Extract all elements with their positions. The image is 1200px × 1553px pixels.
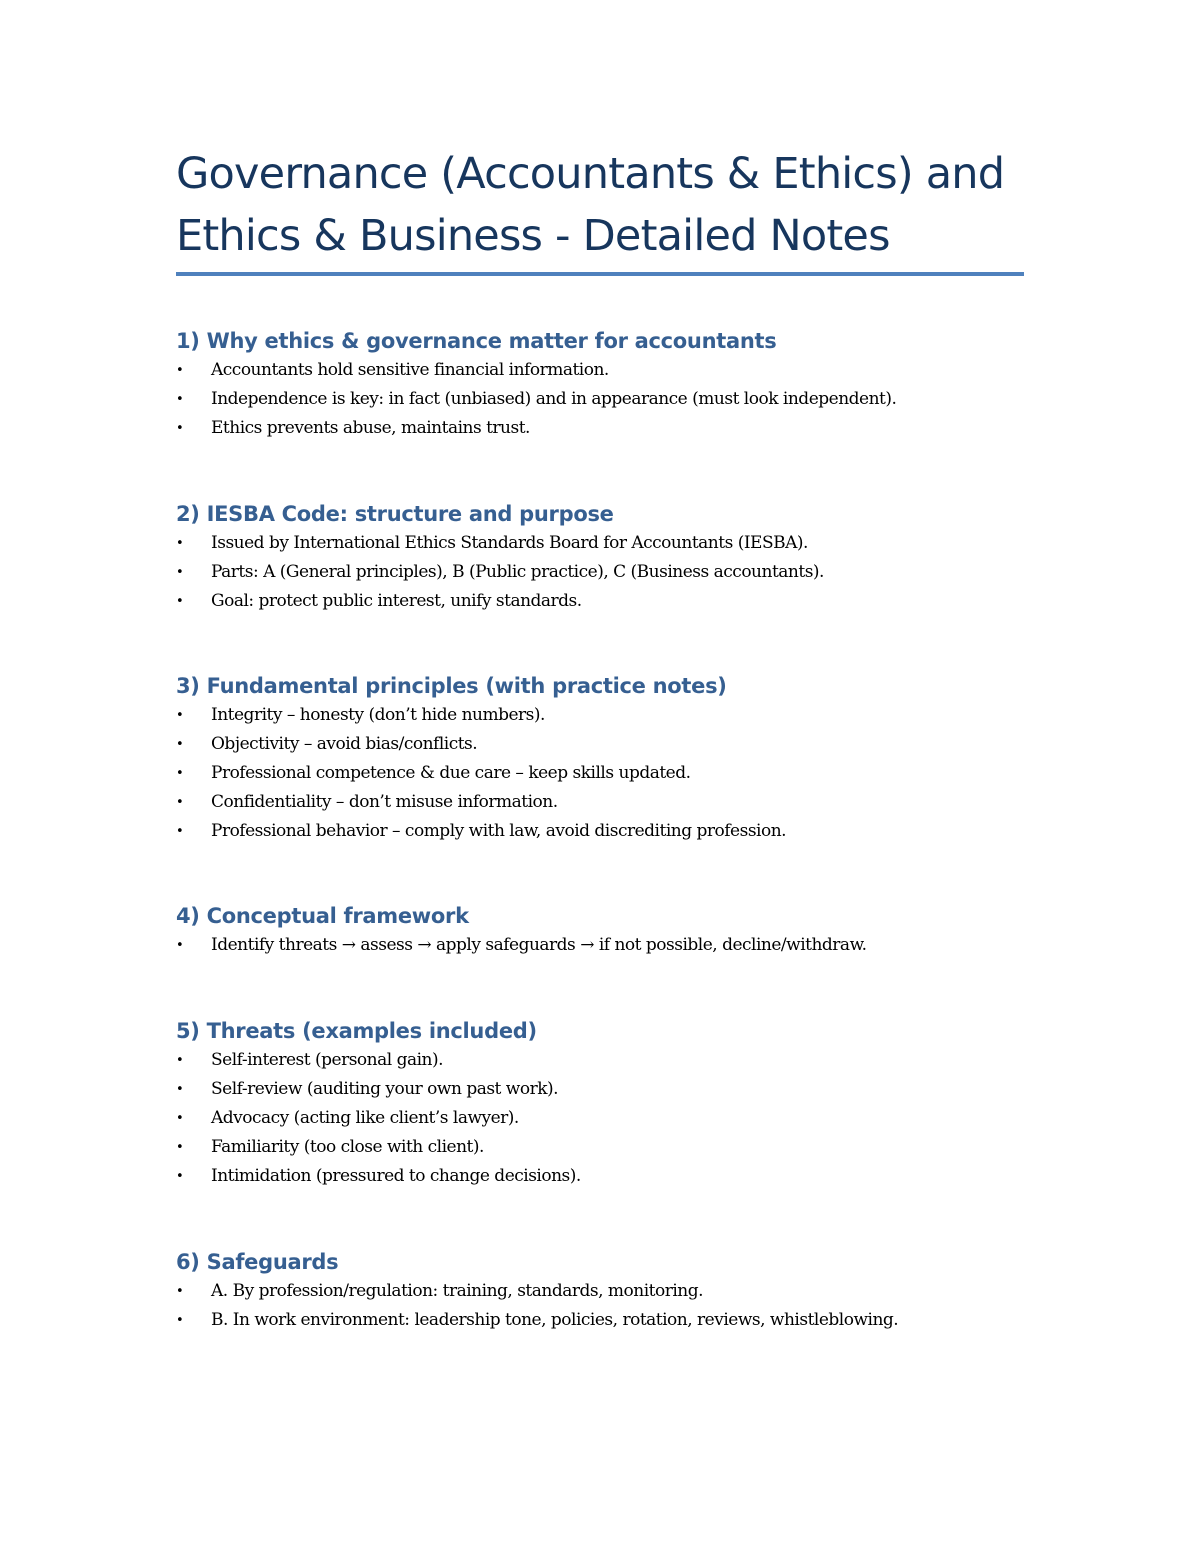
list-item-text: Self-review (auditing your own past work). bbox=[211, 1079, 559, 1099]
list-item bbox=[176, 1162, 1056, 1191]
list-item-text: Issued by International Ethics Standards Board for Accountants (IESBA). bbox=[211, 533, 808, 553]
list-item-text: Confidentiality – don’t misuse information. bbox=[211, 792, 558, 812]
list-item-text: Goal: protect public interest, unify standards. bbox=[211, 591, 582, 611]
bullet-icon: • bbox=[176, 594, 184, 609]
section-heading: 6) Safeguards bbox=[176, 1250, 339, 1274]
list-item bbox=[176, 788, 1056, 817]
section-iesba-code bbox=[176, 499, 1056, 616]
section-heading: 1) Why ethics & governance matter for accountants bbox=[176, 329, 777, 353]
bullet-icon: • bbox=[176, 1053, 184, 1068]
bullet-icon: • bbox=[176, 392, 184, 407]
list-item-text: Familiarity (too close with client). bbox=[211, 1137, 484, 1157]
bullet-list bbox=[176, 931, 1056, 960]
list-item bbox=[176, 1046, 1056, 1075]
list-item bbox=[176, 356, 1056, 385]
list-item-text: Accountants hold sensitive financial information. bbox=[211, 360, 609, 380]
bullet-icon: • bbox=[176, 363, 184, 378]
list-item-text: Intimidation (pressured to change decisions). bbox=[211, 1166, 581, 1186]
bullet-icon: • bbox=[176, 1313, 184, 1328]
list-item-text: A. By profession/regulation: training, standards, monitoring. bbox=[211, 1281, 704, 1301]
list-item bbox=[176, 817, 1056, 846]
bullet-icon: • bbox=[176, 421, 184, 436]
section-heading: 5) Threats (examples included) bbox=[176, 1019, 537, 1043]
list-item bbox=[176, 1104, 1056, 1133]
bullet-icon: • bbox=[176, 1284, 184, 1299]
list-item-text: Independence is key: in fact (unbiased) and in appearance (must look independent). bbox=[211, 389, 897, 409]
list-item-text: Objectivity – avoid bias/conflicts. bbox=[211, 734, 478, 754]
bullet-icon: • bbox=[176, 1169, 184, 1184]
list-item bbox=[176, 558, 1056, 587]
bullet-list bbox=[176, 701, 1056, 846]
bullet-list bbox=[176, 529, 1056, 616]
list-item-text: Parts: A (General principles), B (Public practice), C (Business accountants). bbox=[211, 562, 824, 582]
list-item-text: Integrity – honesty (don’t hide numbers). bbox=[211, 705, 545, 725]
list-item bbox=[176, 414, 1056, 443]
list-item-text: Identify threats → assess → apply safeguards → if not possible, decline/withdraw. bbox=[211, 935, 867, 955]
list-item bbox=[176, 385, 1056, 414]
list-item bbox=[176, 587, 1056, 616]
bullet-icon: • bbox=[176, 565, 184, 580]
list-item bbox=[176, 1133, 1056, 1162]
section-why-ethics bbox=[176, 326, 1056, 443]
list-item-text: Professional behavior – comply with law, avoid discrediting profession. bbox=[211, 821, 787, 841]
bullet-icon: • bbox=[176, 824, 184, 839]
bullet-icon: • bbox=[176, 766, 184, 781]
list-item bbox=[176, 701, 1056, 730]
list-item-text: Advocacy (acting like client’s lawyer). bbox=[211, 1108, 519, 1128]
section-threats bbox=[176, 1016, 1056, 1191]
list-item bbox=[176, 730, 1056, 759]
list-item bbox=[176, 931, 1056, 960]
section-safeguards bbox=[176, 1247, 1056, 1335]
list-item bbox=[176, 529, 1056, 558]
bullet-icon: • bbox=[176, 1140, 184, 1155]
bullet-icon: • bbox=[176, 1082, 184, 1097]
bullet-icon: • bbox=[176, 1111, 184, 1126]
list-item-text: Professional competence & due care – keep skills updated. bbox=[211, 763, 691, 783]
list-item bbox=[176, 759, 1056, 788]
section-conceptual-framework bbox=[176, 901, 1056, 960]
document-title: Governance (Accountants & Ethics) and Ethics & Business - Detailed Notes bbox=[176, 149, 1005, 261]
list-item-text: B. In work environment: leadership tone, policies, rotation, reviews, whistleblowing. bbox=[211, 1310, 899, 1330]
section-fundamental-principles bbox=[176, 671, 1056, 846]
list-item bbox=[176, 1306, 1056, 1335]
bullet-icon: • bbox=[176, 708, 184, 723]
bullet-list bbox=[176, 356, 1056, 443]
section-heading: 4) Conceptual framework bbox=[176, 904, 469, 928]
list-item-text: Ethics prevents abuse, maintains trust. bbox=[211, 418, 530, 438]
list-item-text: Self-interest (personal gain). bbox=[211, 1050, 444, 1070]
bullet-icon: • bbox=[176, 737, 184, 752]
list-item bbox=[176, 1075, 1056, 1104]
bullet-list bbox=[176, 1277, 1056, 1335]
bullet-icon: • bbox=[176, 795, 184, 810]
section-heading: 2) IESBA Code: structure and purpose bbox=[176, 502, 614, 526]
bullet-icon: • bbox=[176, 536, 184, 551]
section-heading: 3) Fundamental principles (with practice notes) bbox=[176, 674, 727, 698]
list-item bbox=[176, 1277, 1056, 1306]
bullet-list bbox=[176, 1046, 1056, 1191]
title-underline-rule bbox=[176, 272, 1024, 276]
bullet-icon: • bbox=[176, 938, 184, 953]
